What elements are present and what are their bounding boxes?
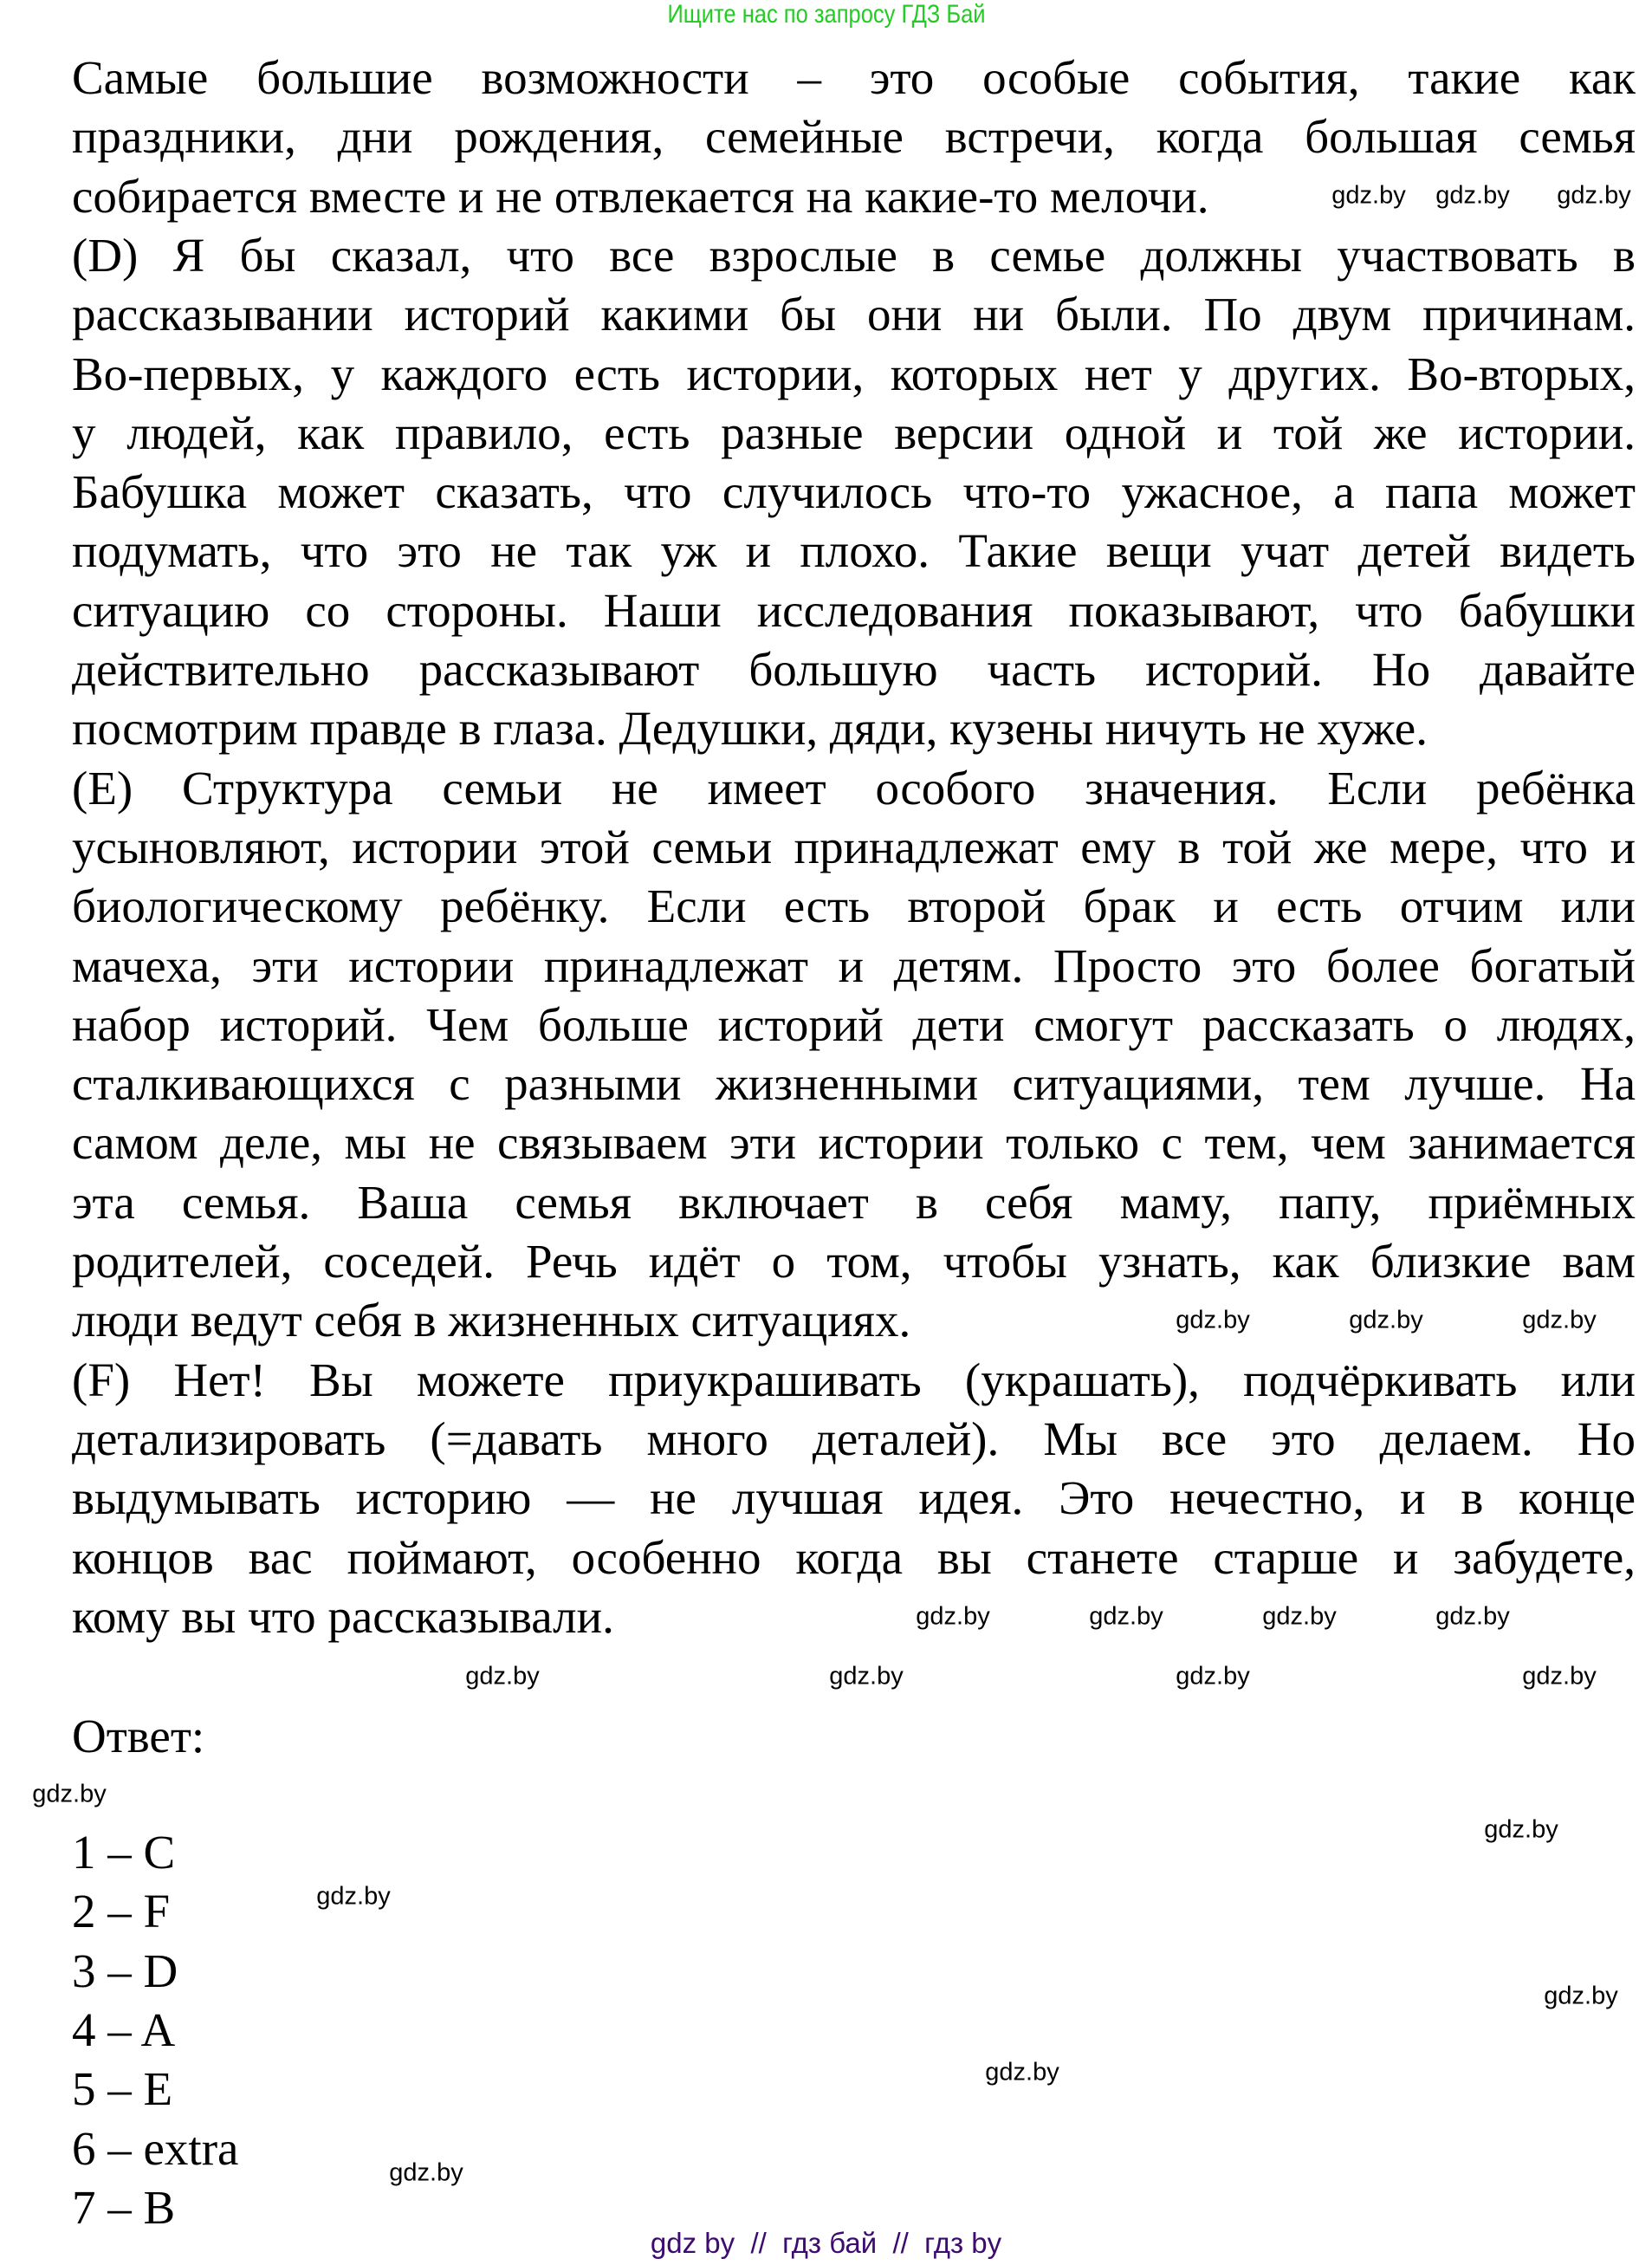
text-line: Бабушка может сказать, что случилось что-то ужасное, а папа может [72,465,1636,519]
watermark: gdz.by [1089,1602,1163,1631]
answer-item: 7 – B [72,2180,176,2234]
text-line: собирается вместе и не отвлекается на какие-то мелочи. [72,169,1209,223]
watermark: gdz.by [1435,1602,1510,1631]
text-line: эта семья. Ваша семья включает в себя маму, папу, приёмных [72,1175,1636,1229]
text-line: (E) Структура семьи не имеет особого значения. Если ребёнка [72,761,1636,814]
text-line: подумать, что это не так уж и плохо. Такие вещи учат детей видеть [72,524,1636,578]
watermark: gdz.by [985,2058,1059,2087]
watermark: gdz.by [1262,1602,1337,1631]
answer-item: 6 – extra [72,2121,239,2175]
watermark: gdz.by [1544,1982,1618,2010]
text-line: праздники, дни рождения, семейные встречи, когда большая семья [72,110,1636,164]
watermark: gdz.by [32,1780,107,1808]
answer-item: 5 – E [72,2062,173,2116]
text-line: рассказывании историй какими бы они ни были. По двум причинам. [72,288,1636,341]
text-line: выдумывать историю — не лучшая идея. Это нечестно, и в конце [72,1471,1636,1525]
text-line: концов вас поймают, особенно когда вы станете старше и забудете, [72,1530,1636,1584]
text-line: посмотрим правде в глаза. Дедушки, дяди, кузены ничуть не хуже. [72,702,1428,756]
watermark: gdz.by [916,1602,990,1631]
answer-item: 3 – D [72,1944,178,1997]
watermark: gdz.by [389,2158,463,2187]
text-line: у людей, как правило, есть разные версии одной и той же истории. [72,406,1636,459]
footer-links: gdz by // гдз бай // гдз by [650,2227,1002,2259]
text-line: (D) Я бы сказал, что все взрослые в семье должны участвовать в [72,228,1636,282]
answer-item: 2 – F [72,1885,171,1938]
text-line: (F) Нет! Вы можете приукрашивать (украшать), подчёркивать или [72,1353,1636,1406]
watermark: gdz.by [1176,1662,1250,1691]
text-line: действительно рассказывают большую часть историй. Но давайте [72,643,1636,696]
text-line: детализировать (=давать много деталей). Мы все это делаем. Но [72,1412,1636,1465]
text-line: родителей, соседей. Речь идёт о том, чтобы узнать, как близкие вам [72,1235,1636,1288]
text-line: Самые большие возможности – это особые события, такие как [72,51,1636,104]
watermark: gdz.by [1349,1306,1423,1334]
text-line: самом деле, мы не связываем эти истории только с тем, чем занимается [72,1116,1636,1170]
watermark: gdz.by [316,1882,391,1911]
watermark: gdz.by [1484,1815,1558,1844]
text-line: сталкивающихся с разными жизненными ситуациями, тем лучше. На [72,1057,1636,1111]
watermark: gdz.by [1435,181,1510,210]
text-line: набор историй. Чем больше историй дети смогут рассказать о людях, [72,997,1636,1051]
watermark: gdz.by [1522,1662,1597,1691]
watermark: gdz.by [1331,181,1406,210]
search-hint-header: Ищите нас по запросу ГДЗ Бай [666,0,986,29]
text-line: люди ведут себя в жизненных ситуациях. [72,1294,911,1347]
text-line: Во-первых, у каждого есть истории, которых нет у других. Во-вторых, [72,347,1636,400]
watermark: gdz.by [1522,1306,1597,1334]
answer-item: 1 – C [72,1826,176,1879]
watermark: gdz.by [465,1662,540,1691]
answer-item: 4 – A [72,2002,176,2056]
watermark: gdz.by [1557,181,1631,210]
watermark: gdz.by [829,1662,904,1691]
text-line: биологическому ребёнку. Если есть второй брак и есть отчим или [72,879,1636,933]
text-line: усыновляют, истории этой семьи принадлежат ему в той же мере, что и [72,820,1636,873]
text-line: мачеха, эти истории принадлежат и детям. Просто это более богатый [72,938,1636,992]
answer-label: Ответ: [72,1710,205,1762]
watermark: gdz.by [1176,1306,1250,1334]
text-line: ситуацию со стороны. Наши исследования показывают, что бабушки [72,583,1636,637]
text-line: кому вы что рассказывали. [72,1589,614,1643]
